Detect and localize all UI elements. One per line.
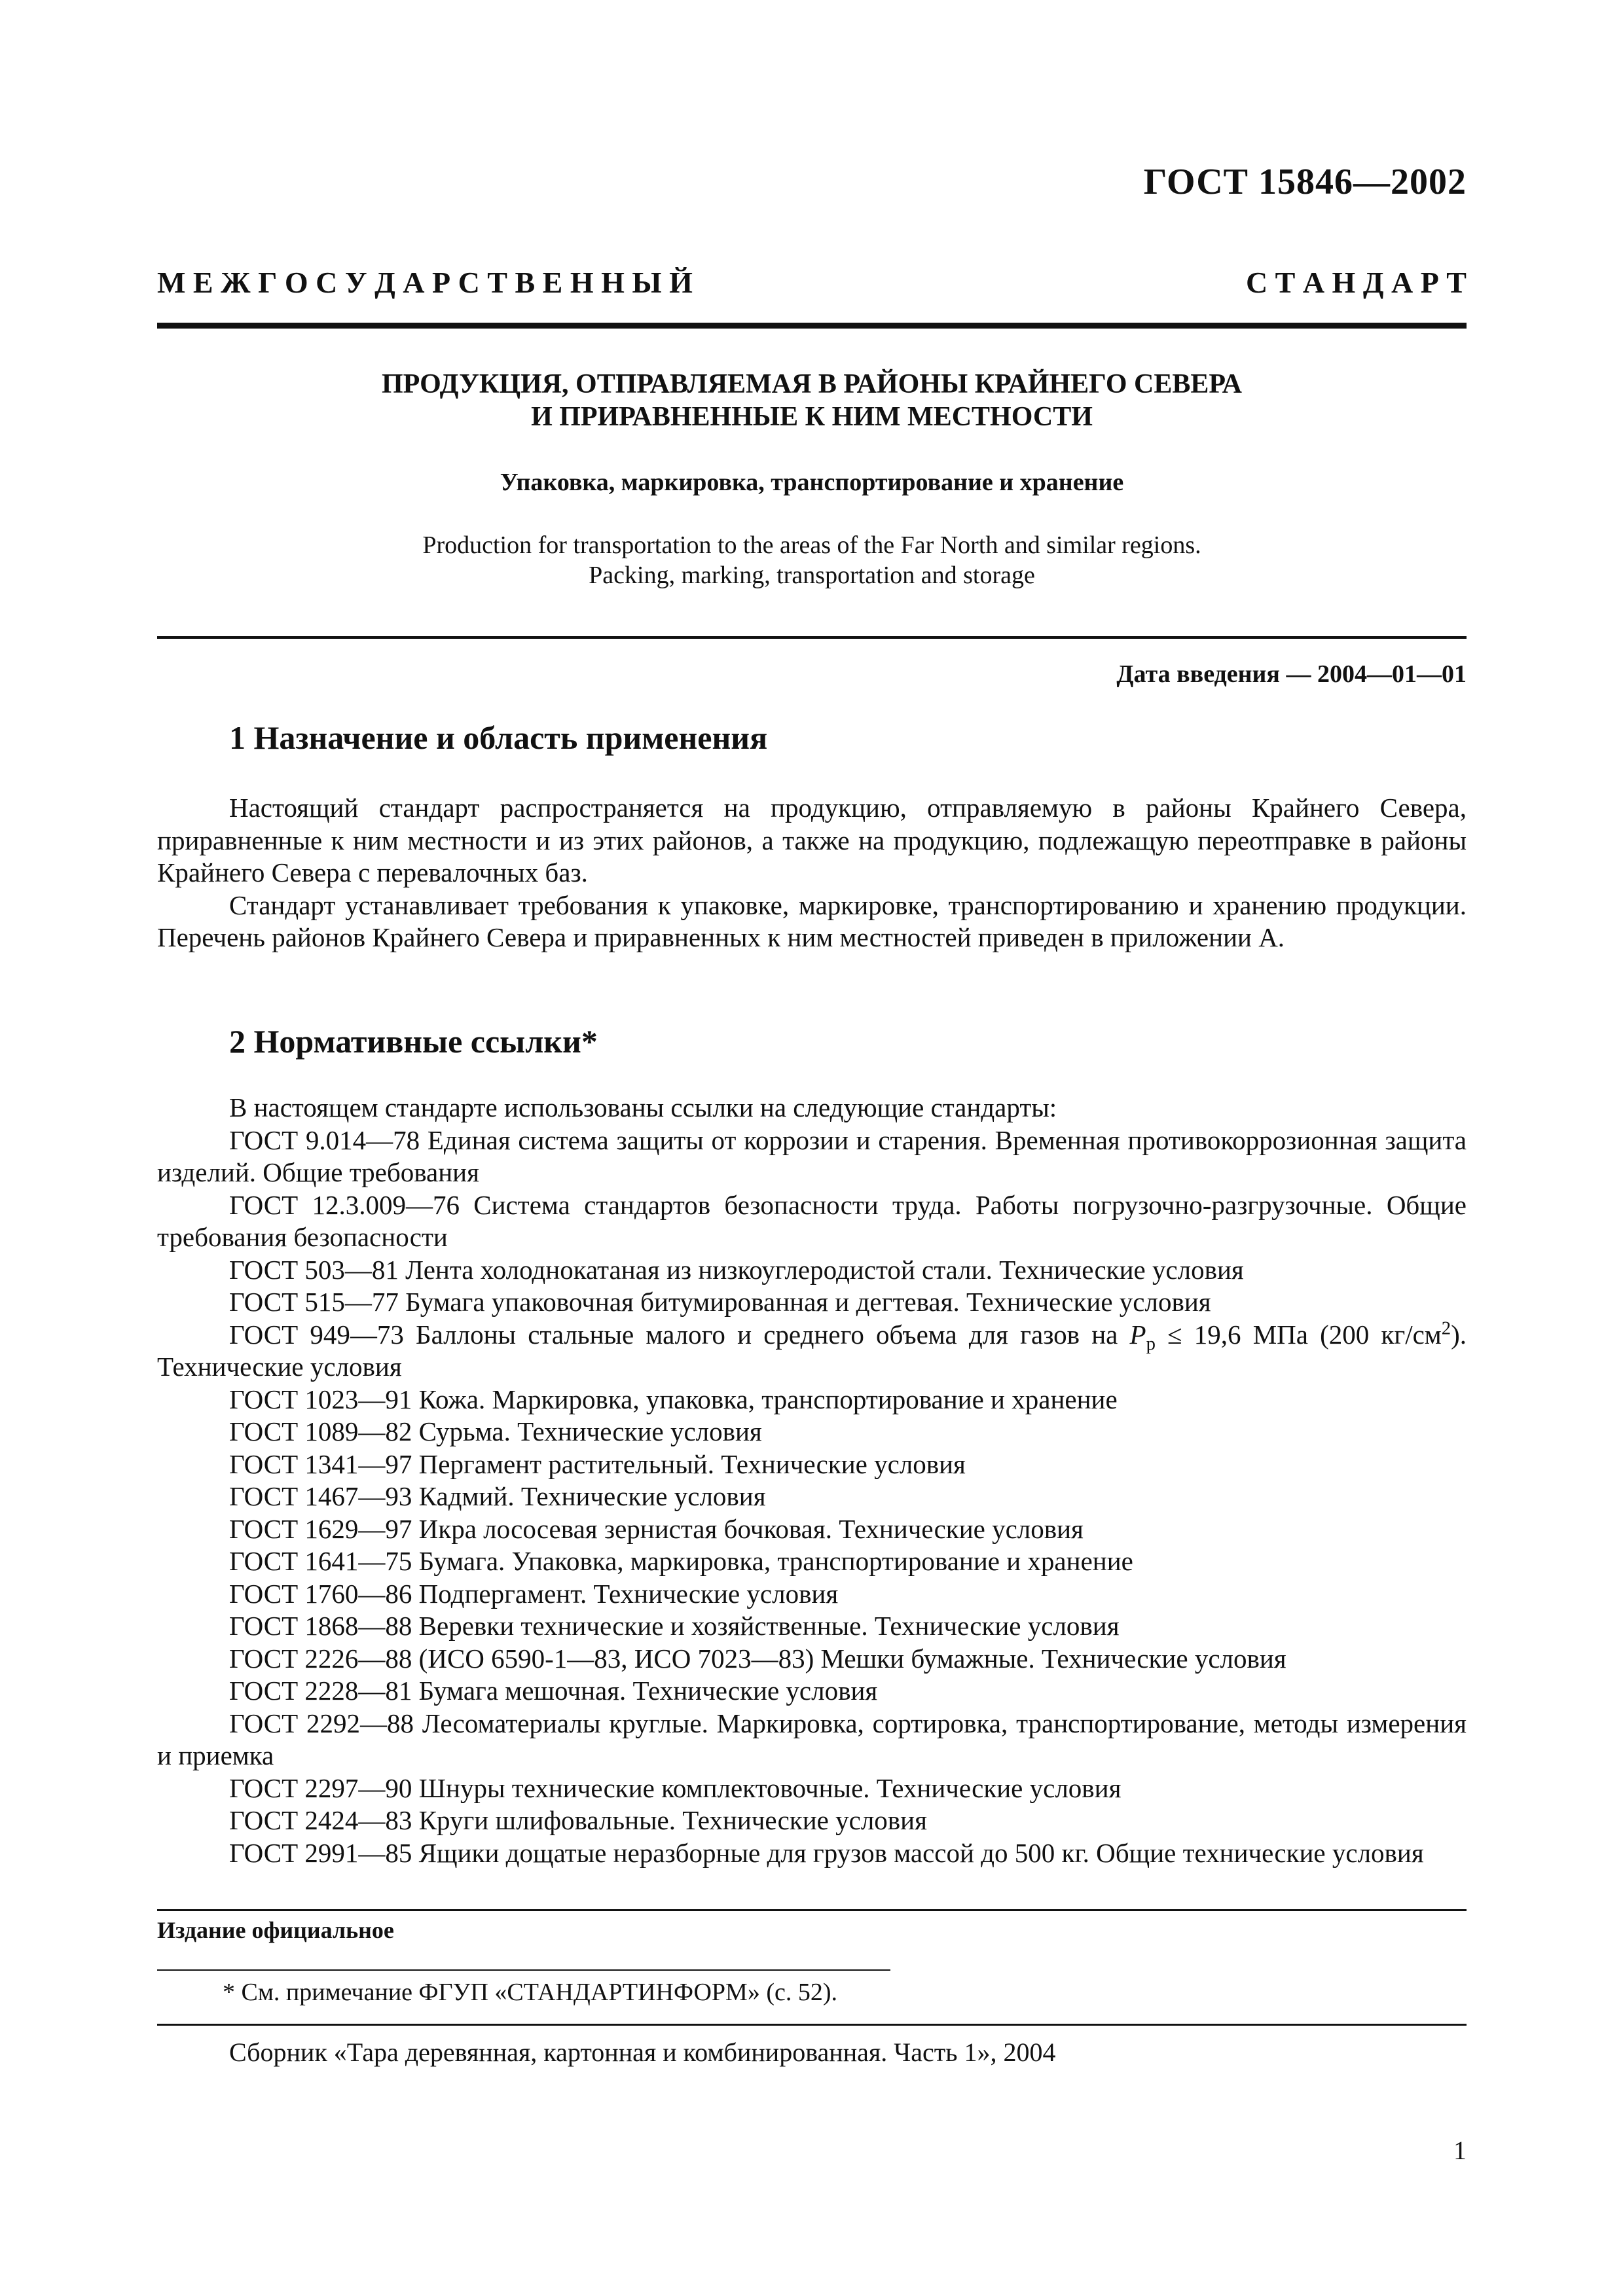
reference-item: ГОСТ 2991—85 Ящики дощатые неразборные для грузов массой до 500 кг. Общие технические условия xyxy=(229,1837,1424,1868)
subtitle-english-line-2: Packing, marking, transportation and storage xyxy=(589,562,1035,589)
reference-item: ГОСТ 1641—75 Бумага. Упаковка, маркировка, транспортирование и хранение xyxy=(229,1546,1133,1576)
title-line-2: И ПРИРАВНЕННЫЕ К НИМ МЕСТНОСТИ xyxy=(531,402,1093,432)
interstate-word: М Е Ж Г О С У Д А Р С Т В Е Н Н Ы Й xyxy=(157,266,693,299)
document-number: ГОСТ 15846—2002 xyxy=(1143,162,1467,202)
reference-item: ГОСТ 1023—91 Кожа. Маркировка, упаковка, транспортирование и хранение xyxy=(229,1384,1118,1414)
footnote-separator xyxy=(157,1969,890,1971)
interstate-standard-banner xyxy=(157,265,1467,300)
title-rule xyxy=(157,636,1467,639)
collection-reference: Сборник «Тара деревянная, картонная и комбинированная. Часть 1», 2004 xyxy=(229,2037,1056,2067)
reference-item: ГОСТ 2228—81 Бумага мешочная. Технические условия xyxy=(229,1676,878,1706)
section-1-paragraph: Стандарт устанавливает требования к упаковке, маркировке, транспортированию и хранению продукции. Перечень районов Крайнего Севера и приравненных к ним местностей приведен в приложении А. xyxy=(157,889,1467,952)
reference-item: ГОСТ 515—77 Бумага упаковочная битумированная и дегтевая. Технические условия xyxy=(229,1287,1211,1317)
reference-item: ГОСТ 503—81 Лента холоднокатаная из низкоуглеродистой стали. Технические условия xyxy=(229,1254,1244,1285)
footnote: * См. примечание ФГУП «СТАНДАРТИНФОРМ» (с. 52). xyxy=(223,1979,838,2006)
pressure-subscript: р xyxy=(1146,1333,1156,1354)
unit-superscript: 2 xyxy=(1441,1317,1451,1338)
reference-item: ГОСТ 2292—88 Лесоматериалы круглые. Маркировка, сортировка, транспортирование, методы измерения и приемка xyxy=(157,1708,1467,1770)
subtitle-english xyxy=(157,530,1467,590)
introduction-date: Дата введения — 2004—01—01 xyxy=(1116,660,1467,688)
reference-item: ГОСТ 1629—97 Икра лососевая зернистая бочковая. Технические условия xyxy=(229,1513,1084,1544)
ref-949-text-end: ). Технические условия xyxy=(157,1319,1467,1382)
ref-949-text-start: ГОСТ 949—73 Баллоны стальные малого и среднего объема для газов на xyxy=(229,1319,1130,1350)
reference-item: ГОСТ 1089—82 Сурьма. Технические условия xyxy=(229,1416,762,1446)
reference-item: ГОСТ 1467—93 Кадмий. Технические условия xyxy=(229,1481,766,1511)
section-2-heading: 2 Нормативные ссылки* xyxy=(229,1023,598,1060)
section-1-heading: 1 Назначение и область применения xyxy=(229,719,768,756)
reference-item: ГОСТ 1760—86 Подпергамент. Технические условия xyxy=(229,1578,839,1609)
reference-item-gost-949 xyxy=(157,1319,1467,1384)
standard-word: С Т А Н Д А Р Т xyxy=(1245,266,1467,299)
section-1-paragraph: Настоящий стандарт распространяется на продукцию, отправляемую в районы Крайнего Севера, приравненные к ним местности и из этих районов, а также на продукцию, подлежащую переотправке в районы Крайнего Севера с перевалочных баз. xyxy=(157,793,1467,888)
section-1-body xyxy=(157,792,1467,954)
official-edition-label: Издание официальное xyxy=(157,1917,394,1943)
reference-item: ГОСТ 2297—90 Шнуры технические комплектовочные. Технические условия xyxy=(229,1772,1122,1803)
reference-item: ГОСТ 2226—88 (ИСО 6590-1—83, ИСО 7023—83) Мешки бумажные. Технические условия xyxy=(229,1643,1286,1674)
ref-949-text-middle: ≤ 19,6 МПа (200 кг/см xyxy=(1155,1319,1442,1350)
references-intro: В настоящем стандарте использованы ссылки на следующие стандарты: xyxy=(229,1092,1057,1122)
page-number: 1 xyxy=(1453,2136,1467,2165)
reference-item: ГОСТ 9.014—78 Единая система защиты от коррозии и старения. Временная противокоррозионная защита изделий. Общие требования xyxy=(157,1124,1467,1187)
subtitle-english-line-1: Production for transportation to the areas of the Far North and similar regions. xyxy=(422,531,1201,559)
reference-item: ГОСТ 1341—97 Пергамент растительный. Технические условия xyxy=(229,1448,966,1479)
reference-item: ГОСТ 12.3.009—76 Система стандартов безопасности труда. Работы погрузочно-разгрузочные. Общие требования безопасности xyxy=(157,1189,1467,1252)
pressure-symbol: P xyxy=(1129,1319,1146,1350)
reference-item: ГОСТ 1868—88 Веревки технические и хозяйственные. Технические условия xyxy=(229,1611,1120,1641)
reference-item: ГОСТ 2424—83 Круги шлифовальные. Технические условия xyxy=(229,1805,927,1835)
subtitle-russian: Упаковка, маркировка, транспортирование и хранение xyxy=(500,469,1124,496)
collection-rule xyxy=(157,2024,1467,2026)
header-rule xyxy=(157,323,1467,329)
official-edition-rule xyxy=(157,1909,1467,1911)
document-page xyxy=(157,0,1467,2296)
section-2-body xyxy=(157,1092,1467,1869)
document-title xyxy=(157,368,1467,433)
title-line-1: ПРОДУКЦИЯ, ОТПРАВЛЯЕМАЯ В РАЙОНЫ КРАЙНЕГО СЕВЕРА xyxy=(382,369,1242,399)
